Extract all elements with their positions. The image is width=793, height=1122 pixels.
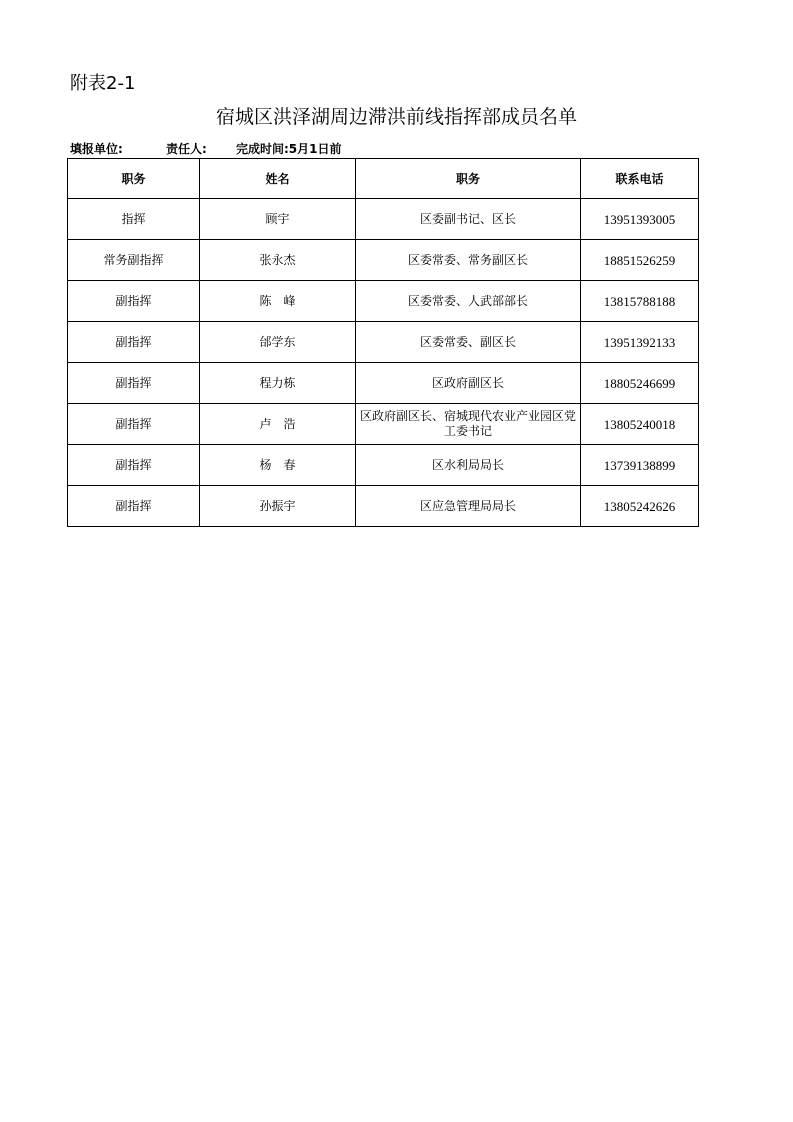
cell-position: 区委副书记、区长	[356, 199, 581, 240]
cell-position: 区政府副区长、宿城现代农业产业园区党工委书记	[356, 404, 581, 445]
cell-role: 常务副指挥	[68, 240, 200, 281]
responsible-person-label: 责任人:	[166, 142, 207, 156]
fill-info-line	[70, 141, 342, 157]
appendix-label: 附表2-1	[70, 73, 136, 94]
column-header-role: 职务	[68, 159, 200, 199]
table-row	[68, 199, 699, 240]
cell-position: 区政府副区长	[356, 363, 581, 404]
cell-name: 陈 峰	[200, 281, 356, 322]
cell-phone: 13805240018	[581, 404, 699, 445]
cell-name: 张永杰	[200, 240, 356, 281]
cell-role: 副指挥	[68, 281, 200, 322]
cell-role: 副指挥	[68, 445, 200, 486]
cell-name: 孙振宇	[200, 486, 356, 527]
column-header-phone: 联系电话	[581, 159, 699, 199]
cell-role: 副指挥	[68, 322, 200, 363]
cell-phone: 13951392133	[581, 322, 699, 363]
member-roster-table	[67, 158, 699, 527]
cell-phone: 18805246699	[581, 363, 699, 404]
column-header-name: 姓名	[200, 159, 356, 199]
deadline-label: 完成时间:5月1日前	[236, 142, 342, 156]
cell-position: 区委常委、人武部部长	[356, 281, 581, 322]
cell-role: 副指挥	[68, 363, 200, 404]
table-row	[68, 486, 699, 527]
cell-phone: 18851526259	[581, 240, 699, 281]
cell-role: 副指挥	[68, 486, 200, 527]
cell-phone: 13739138899	[581, 445, 699, 486]
table-row	[68, 363, 699, 404]
cell-name: 顾宇	[200, 199, 356, 240]
cell-role: 副指挥	[68, 404, 200, 445]
cell-position: 区应急管理局局长	[356, 486, 581, 527]
fill-unit-label: 填报单位:	[70, 142, 123, 156]
document-title: 宿城区洪泽湖周边滞洪前线指挥部成员名单	[215, 106, 577, 128]
cell-phone: 13951393005	[581, 199, 699, 240]
column-header-position: 职务	[356, 159, 581, 199]
table-row	[68, 322, 699, 363]
cell-name: 卢 浩	[200, 404, 356, 445]
cell-name: 邰学东	[200, 322, 356, 363]
cell-name: 程力栋	[200, 363, 356, 404]
table-row	[68, 404, 699, 445]
table-row	[68, 240, 699, 281]
cell-position: 区水利局局长	[356, 445, 581, 486]
cell-role: 指挥	[68, 199, 200, 240]
table-header-row	[68, 159, 699, 199]
cell-phone: 13805242626	[581, 486, 699, 527]
cell-position: 区委常委、常务副区长	[356, 240, 581, 281]
cell-position: 区委常委、副区长	[356, 322, 581, 363]
cell-phone: 13815788188	[581, 281, 699, 322]
table-row	[68, 445, 699, 486]
table-row	[68, 281, 699, 322]
cell-name: 杨 春	[200, 445, 356, 486]
